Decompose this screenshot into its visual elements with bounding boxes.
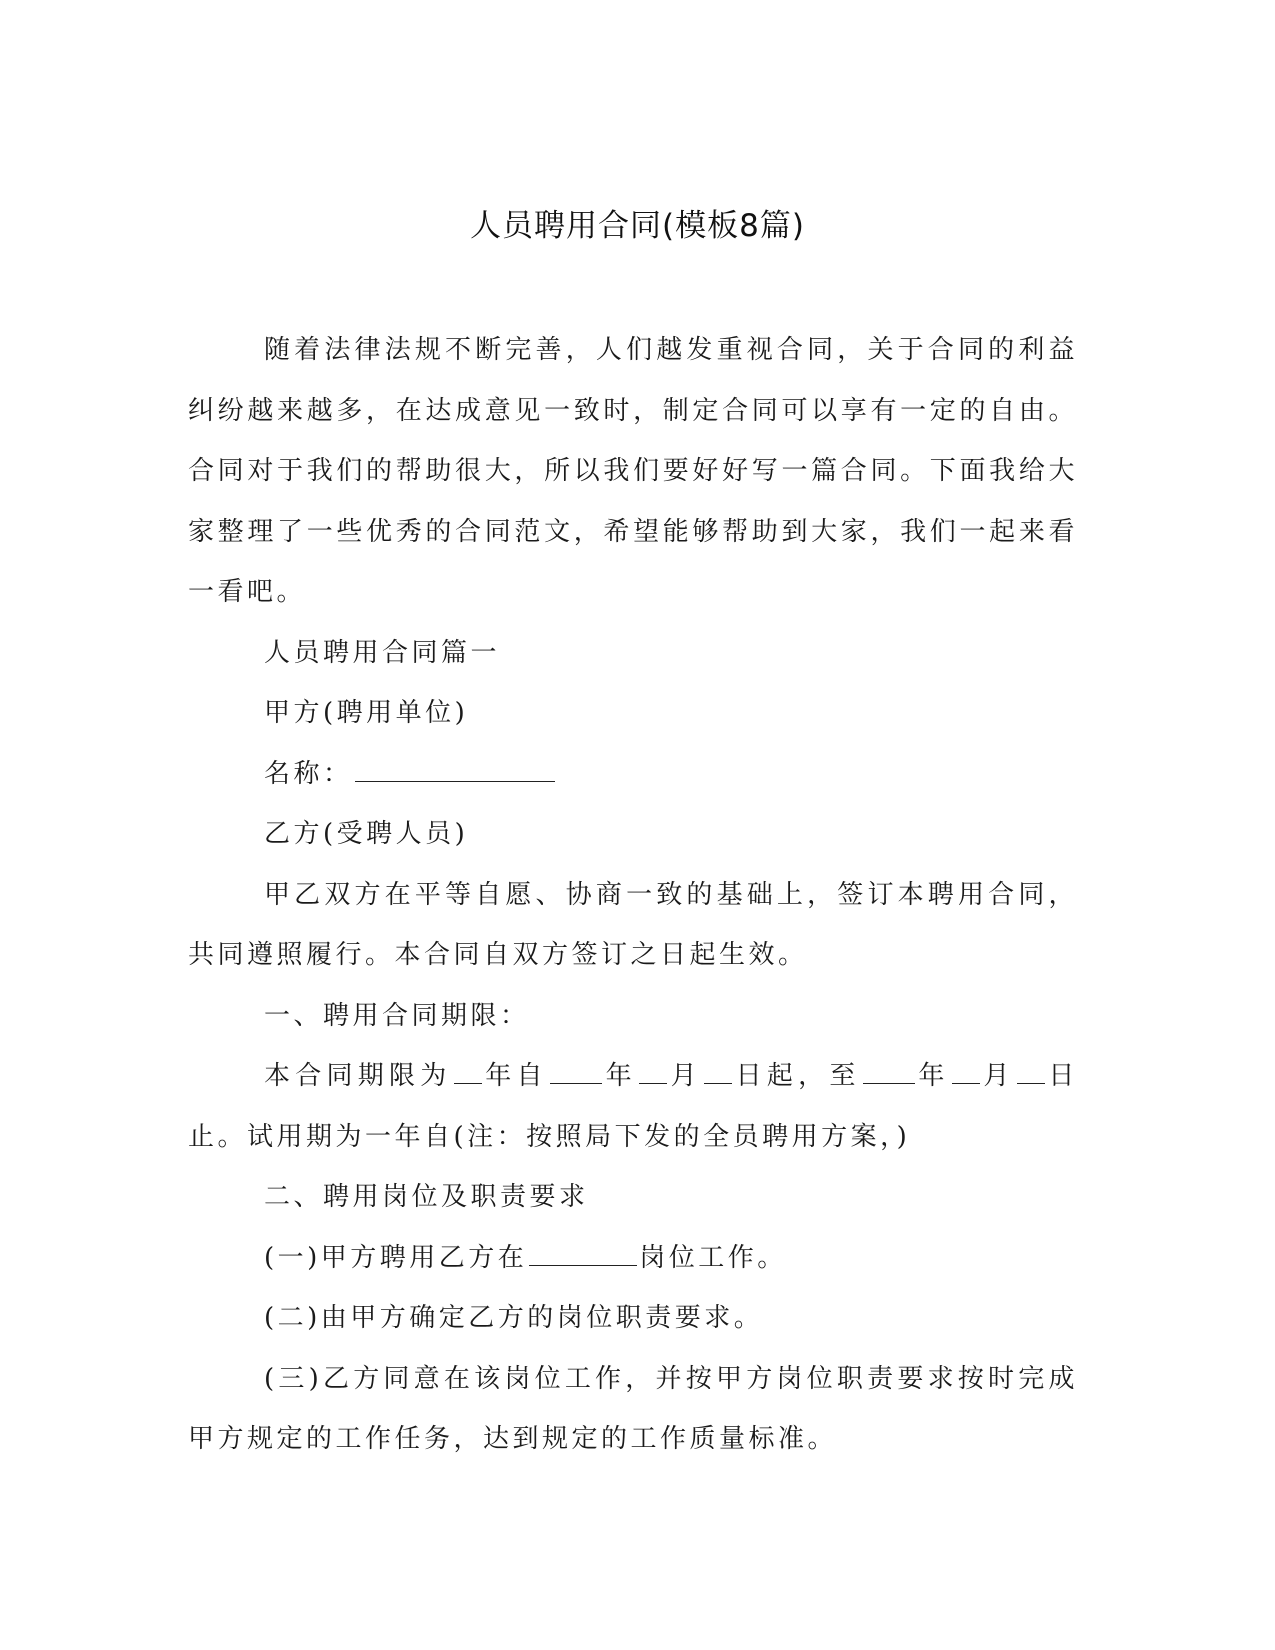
term-text-9: 试用期为一年自(注：按照局下发的全员聘用方案，) bbox=[247, 1121, 911, 1152]
name-label: 名称： bbox=[264, 758, 353, 789]
term-blank-end-month bbox=[952, 1059, 980, 1084]
term-text-2: 年自 bbox=[483, 1061, 548, 1091]
party-a-line: 甲方(聘用单位) bbox=[264, 698, 469, 728]
term-text-1: 本合同期限为 bbox=[264, 1061, 452, 1091]
agreement-paragraph: 甲乙双方在平等自愿、协商一致的基础上，签订本聘用合同，共同遵照履行。本合同自双方签订之日起生效。 bbox=[188, 879, 1078, 970]
document-body bbox=[188, 320, 1078, 1470]
item-3-paragraph: (三)乙方同意在该岗位工作，并按甲方岗位职责要求按时完成甲方规定的工作任务，达到规定的工作质量标准。 bbox=[188, 1363, 1078, 1454]
term-text-3: 年 bbox=[603, 1061, 637, 1091]
term-text-5: 日起，至 bbox=[733, 1061, 861, 1091]
document-title: 人员聘用合同(模板8篇) bbox=[470, 208, 805, 244]
term-text-8: 日止。 bbox=[188, 1061, 1078, 1152]
term-text-6: 年 bbox=[916, 1061, 950, 1091]
term-blank-start-month bbox=[639, 1059, 667, 1084]
term-blank-end-day bbox=[1017, 1059, 1045, 1084]
item-1-text-after: 岗位工作。 bbox=[639, 1242, 787, 1273]
term-blank-years bbox=[454, 1059, 482, 1084]
name-blank bbox=[355, 757, 555, 782]
clause-1-title: 一、聘用合同期限： bbox=[264, 1000, 530, 1031]
term-blank-start-year bbox=[550, 1059, 602, 1084]
term-text-4: 月 bbox=[668, 1061, 702, 1091]
post-blank bbox=[529, 1241, 637, 1266]
item-1-line bbox=[188, 1228, 1078, 1289]
term-blank-start-day bbox=[704, 1059, 732, 1084]
term-blank-end-year bbox=[863, 1059, 915, 1084]
term-text-7: 月 bbox=[981, 1061, 1015, 1091]
clause-2-title: 二、聘用岗位及职责要求 bbox=[264, 1182, 589, 1212]
party-b-line: 乙方(受聘人员) bbox=[264, 819, 469, 849]
term-paragraph bbox=[188, 1046, 1078, 1167]
item-2-line: (二)由甲方确定乙方的岗位职责要求。 bbox=[264, 1303, 764, 1333]
section-title: 人员聘用合同篇一 bbox=[264, 637, 501, 668]
item-1-text-before: (一)甲方聘用乙方在 bbox=[264, 1242, 528, 1273]
intro-paragraph: 随着法律法规不断完善，人们越发重视合同，关于合同的利益纠纷越来越多，在达成意见一致时，制定合同可以享有一定的自由。合同对于我们的帮助很大，所以我们要好好写一篇合同。下面我给大家整理了一些优秀的合同范文，希望能够帮助到大家，我们一起来看一看吧。 bbox=[188, 335, 1078, 607]
name-line bbox=[188, 744, 1078, 805]
